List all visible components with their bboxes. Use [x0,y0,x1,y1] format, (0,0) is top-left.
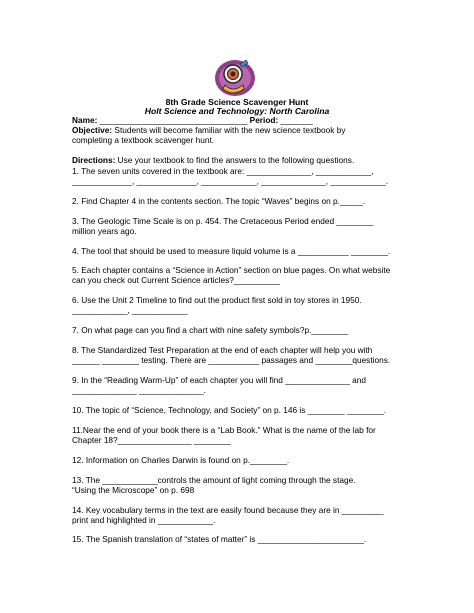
name-row [72,115,412,125]
objective-line-2: completing a textbook scavenger hunt. [72,135,215,145]
question-12: 12. Information on Charles Darwin is found on p.________. [72,455,290,465]
question-5-line-1: 5. Each chapter contains a “Science in Action” section on blue pages. On what website [72,265,391,275]
worksheet-title: 8th Grade Science Scavenger Hunt [165,97,309,107]
question-10: 10. The topic of “Science, Technology, and Society” on p. 146 is ________ ________. [72,405,387,415]
period-blank: _______ [278,115,313,125]
question-5-line-2: can you check out Current Science articles?__________ [72,275,281,285]
question-13-line-1: 13. The ____________controls the amount of light coming through the stage. [72,475,356,485]
question-8-line-2: ______ ________ testing. There are ___________ passages and ________questions. [72,355,391,365]
question-9-line-1: 9. In the “Reading Warm-Up” of each chapter you will find ______________ and [72,375,366,385]
question-11-line-1: 11.Near the end of your book there is a “Lab Book.” What is the name of the lab for [72,425,376,435]
name-label: Name: [72,115,98,125]
question-13-line-2: “Using the Microscope” on p. 698 [72,485,195,495]
question-15: 15. The Spanish translation of “states of matter” is _______________________. [72,534,367,544]
directions: Directions: Use your textbook to find the answers to the following questions. [72,155,355,165]
question-1-line-1: 1. The seven units covered in the textbook are: ______________, ____________, [72,166,374,176]
question-14-line-1: 14. Key vocabulary terms in the text are easily found because they are in _________ [72,505,384,515]
objective-label: Objective: [72,125,113,135]
question-9-line-2: ______________ ______________. [72,385,206,395]
question-7: 7. On what page can you find a chart with nine safety symbols?p.________ [72,325,349,335]
question-2: 2. Find Chapter 4 in the contents section. The topic “Waves” begins on p._____. [72,196,366,206]
period-label: Period: [249,115,279,125]
question-8-line-1: 8. The Standardized Test Preparation at the end of each chapter will help you with [72,345,373,355]
question-1-line-2: _____________, _____________, ____________, ______________, ____________. [72,176,389,186]
question-14-line-2: print and highlighted in ____________. [72,515,216,525]
objective-line-1: Objective: Students will become familiar with the new science textbook by [72,125,346,135]
science-logo-icon [213,55,257,99]
question-3-line-2: million years ago. [72,226,137,236]
worksheet-subtitle: Holt Science and Technology: North Carolina [144,106,330,116]
directions-label: Directions: [72,155,116,165]
question-11-line-2: Chapter 18?________________ ________ [72,435,231,445]
name-blank: ________________________________ [97,115,248,125]
question-6-line-2: ____________, ____________ [72,305,188,315]
question-4: 4. The tool that should be used to measure liquid volume is a ___________ ________. [72,246,391,256]
question-6-line-1: 6. Use the Unit 2 Timeline to find out the product first sold in toy stores in 1950. [72,295,362,305]
question-3-line-1: 3. The Geologic Time Scale is on p. 454. The Cretaceous Period ended ________ [72,216,374,226]
